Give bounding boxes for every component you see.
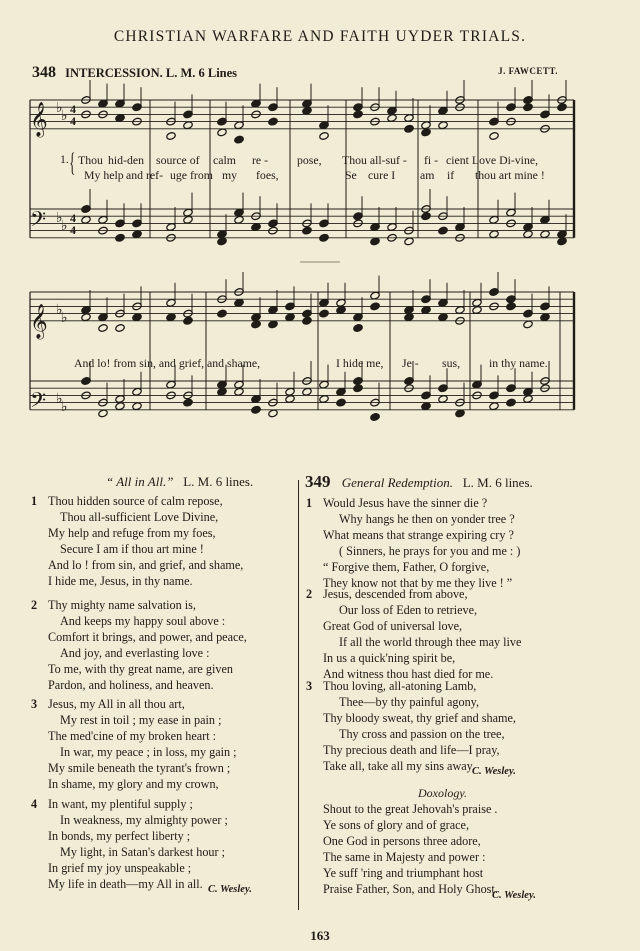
notehead <box>472 306 482 315</box>
stanza-line: Take all, take all my sins away. <box>323 758 476 773</box>
doxology-author: C. Wesley. <box>492 890 536 901</box>
notehead <box>557 103 567 112</box>
notehead <box>217 128 227 137</box>
lyric-syllable: thou art mine ! <box>475 168 545 182</box>
stanza-line: To me, with thy great name, are given <box>48 661 233 676</box>
time-sig-bottom: 4 <box>70 114 76 128</box>
notehead <box>251 320 261 329</box>
lyric-syllable: and ref- <box>126 168 164 182</box>
stanza-line: In want, my plentiful supply ; <box>48 797 193 811</box>
lyric-syllable: sus, <box>442 356 461 370</box>
notehead <box>166 132 176 141</box>
notehead <box>404 313 414 322</box>
notehead <box>336 306 346 315</box>
notehead <box>234 135 244 144</box>
notehead <box>115 402 125 411</box>
notehead <box>268 409 278 418</box>
notehead <box>438 226 448 235</box>
stanza-number: 2 <box>31 598 38 612</box>
notehead <box>336 398 346 407</box>
notehead <box>234 298 244 307</box>
right-hymn-number: 349 <box>305 472 331 491</box>
notehead <box>438 121 448 130</box>
stanza <box>306 679 516 774</box>
stanza-line: “ Forgive them, Father, O forgive, <box>323 559 490 574</box>
lyric-syllable: pose, <box>297 153 322 167</box>
notehead <box>506 302 516 311</box>
stanza-line: And keeps my happy soul above : <box>60 613 226 628</box>
bass-clef-icon: 𝄢 <box>30 207 47 236</box>
right-hymn-header <box>305 472 533 492</box>
tune-composer: J. FAWCETT. <box>498 66 558 76</box>
notehead <box>251 405 261 414</box>
notehead <box>523 395 533 404</box>
stanza-number: 1 <box>31 494 38 508</box>
lyric-syllable: Thou <box>78 153 103 167</box>
stanza-line: Thy cross and passion on the tree, <box>339 726 505 741</box>
notehead <box>540 230 550 239</box>
stanza-line: Thou all-sufficient Love Divine, <box>60 509 219 524</box>
doxology-line: Praise Father, Son, and Holy Ghost. <box>323 881 498 896</box>
treble-clef-icon: 𝄞 <box>30 102 48 137</box>
notehead <box>523 230 533 239</box>
doxology-line: Ye sons of glory and of grace, <box>323 817 469 832</box>
stanza <box>306 587 522 682</box>
notehead <box>115 324 125 333</box>
stanza-number: 1 <box>306 496 313 510</box>
stanza-line: They know not that by me they live ! ” <box>323 575 513 590</box>
stanza-line: In grief my joy unspeakable ; <box>48 860 192 875</box>
stanza-line: In us a quick'ning spirit be, <box>323 650 456 665</box>
stanza-line: Jesus, my All in all thou art, <box>48 697 185 711</box>
notehead <box>217 387 227 396</box>
notehead <box>183 215 193 224</box>
lyric-syllable: uge from <box>170 168 213 182</box>
time-sig-top: 4 <box>70 102 76 116</box>
stanza-line: And joy, and everlasting love : <box>60 645 210 660</box>
tune-number: 348 <box>32 64 56 81</box>
stanza-line: Thy mighty name salvation is, <box>48 598 196 612</box>
doxology-line: The same in Majesty and power : <box>323 849 486 864</box>
notehead <box>234 215 244 224</box>
lyric-syllable: calm <box>213 153 236 167</box>
lyric-syllable: in thy name. <box>489 356 548 370</box>
lyric-syllable: And lo! from sin, and grief, and shame, <box>74 356 261 370</box>
notehead <box>370 302 380 311</box>
treble-clef-icon: 𝄞 <box>30 304 48 339</box>
notehead <box>489 230 499 239</box>
stanza <box>31 797 228 892</box>
notehead <box>81 215 91 224</box>
stanza-line: I hide me, Jesus, in thy name. <box>48 573 193 588</box>
stanza-line: And lo ! from sin, and grief, and shame, <box>48 557 244 572</box>
stanza-line: In weakness, my almighty power ; <box>60 812 228 827</box>
notehead <box>132 402 142 411</box>
stanza-line: In war, my peace ; in loss, my gain ; <box>60 744 237 759</box>
stanza-number: 4 <box>31 797 38 811</box>
notehead <box>268 320 278 329</box>
stanza-line: Thou loving, all-atoning Lamb, <box>323 679 477 693</box>
column-divider <box>298 480 299 910</box>
flat-icon: ♭ <box>61 310 68 326</box>
stanza-line: Secure I am if thou art mine ! <box>60 541 204 556</box>
tune-name: INTERCESSION. L. M. 6 Lines <box>65 66 238 80</box>
stanza-line: Jesus, descended from above, <box>323 587 468 601</box>
notehead <box>523 103 533 112</box>
notehead <box>319 309 329 318</box>
stanza-line: My smile beneath the tyrant's frown ; <box>48 760 231 775</box>
notehead <box>302 316 312 325</box>
lyric-syllable: re - <box>252 153 269 167</box>
stanza-line: Why hangs he then on yonder tree ? <box>339 511 515 526</box>
notehead <box>523 320 533 329</box>
lyric-syllable: Se <box>345 168 357 182</box>
lyric-syllable: cient Love Di-vine, <box>446 153 539 167</box>
flat-icon: ♭ <box>56 210 63 226</box>
lyric-syllable: I hide me, <box>336 356 384 370</box>
stanza-line: What means that strange expiring cry ? <box>323 527 514 542</box>
right-hymn-title: General Redemption. <box>341 475 453 490</box>
stanza-line: My light, in Satan's darkest hour ; <box>60 844 226 859</box>
notehead <box>353 384 363 393</box>
stanza-line: If all the world through thee may live <box>339 634 522 649</box>
flat-icon: ♭ <box>56 302 63 318</box>
stanza <box>31 598 247 693</box>
notehead <box>81 313 91 322</box>
right-hymn-author: C. Wesley. <box>472 766 516 777</box>
notehead <box>489 402 499 411</box>
notehead <box>234 387 244 396</box>
stanza <box>31 494 244 589</box>
right-hymn-meter: L. M. 6 lines. <box>462 475 533 490</box>
notehead <box>540 313 550 322</box>
notehead <box>319 132 329 141</box>
page-number: 163 <box>310 928 330 943</box>
stanza-number: 2 <box>306 587 313 601</box>
notehead <box>217 309 227 318</box>
notehead <box>455 409 465 418</box>
stanza-number: 3 <box>306 679 313 693</box>
stanza-line: My life in death—my All in all. <box>48 876 203 891</box>
doxology-title: Doxology. <box>418 786 467 800</box>
stanza-line: ( Sinners, he prays for you and me : ) <box>339 543 521 558</box>
flat-icon: ♭ <box>56 100 63 116</box>
flat-icon: ♭ <box>61 218 68 234</box>
notehead <box>387 114 397 123</box>
notehead <box>285 395 295 404</box>
lyric-syllable: hid-den <box>108 153 145 167</box>
lyric-syllable: Thou all-suf - <box>342 153 407 167</box>
bass-clef-icon: 𝄢 <box>30 388 47 417</box>
notehead <box>370 413 380 422</box>
notehead <box>183 316 193 325</box>
lyric-syllable: my <box>222 168 238 182</box>
notehead <box>319 395 329 404</box>
lyric-syllable: am <box>420 168 435 182</box>
stanza <box>31 697 237 792</box>
notehead <box>353 324 363 333</box>
time-sig-top: 4 <box>70 211 76 225</box>
stanza-line: Comfort it brings, and power, and peace, <box>48 629 247 644</box>
stanza-number: 3 <box>31 697 38 711</box>
doxology-line: Ye suff 'ring and triumphant host <box>323 865 484 880</box>
music-score <box>0 0 640 440</box>
notehead <box>183 398 193 407</box>
notehead <box>98 324 108 333</box>
notehead <box>132 313 142 322</box>
notehead <box>421 402 431 411</box>
stanza-line: Pardon, and holiness, and heaven. <box>48 677 214 692</box>
notehead <box>302 106 312 115</box>
stanza-line: In bonds, my perfect liberty ; <box>48 828 191 843</box>
stanza-line: My rest in toil ; my ease in pain ; <box>60 712 222 727</box>
notehead <box>404 124 414 133</box>
notehead <box>115 233 125 242</box>
lyric-syllable: fi - <box>424 153 439 167</box>
notehead <box>489 132 499 141</box>
stanza-line: Great God of universal love, <box>323 618 463 633</box>
stanza-line: My help and refuge from my foes, <box>48 525 216 540</box>
left-hymn-author: C. Wesley. <box>208 884 252 895</box>
lyric-syllable: source of <box>156 153 200 167</box>
lyric-syllable: My help <box>84 168 124 182</box>
stanza <box>306 496 521 591</box>
clefs <box>30 100 68 417</box>
stanza-line: Thou hidden source of calm repose, <box>48 494 223 508</box>
time-sig-bottom: 4 <box>70 223 76 237</box>
notehead <box>319 233 329 242</box>
lyric-syllable: Je - <box>402 356 419 370</box>
notehead <box>506 398 516 407</box>
flat-icon: ♭ <box>56 391 63 407</box>
stanza-line: Thy bloody sweat, thy grief and shame, <box>323 710 516 725</box>
notehead <box>217 237 227 246</box>
notehead <box>421 306 431 315</box>
stanza-line: Thee—by thy painful agony, <box>339 694 480 709</box>
notehead <box>404 237 414 246</box>
notehead <box>421 212 431 221</box>
notehead <box>438 313 448 322</box>
stanza-line: Thy precious death and life—I pray, <box>323 742 500 757</box>
doxology-line: Shout to the great Jehovah's praise . <box>323 802 498 816</box>
notehead <box>353 110 363 119</box>
left-hymn-meter: L. M. 6 lines. <box>183 474 254 489</box>
page-header: CHRISTIAN WARFARE AND FAITH UYDER TRIALS. <box>113 28 527 45</box>
notehead <box>370 237 380 246</box>
notehead <box>251 223 261 232</box>
stanza-line: Would Jesus have the sinner die ? <box>323 496 488 510</box>
notehead <box>421 128 431 137</box>
lyric-syllable: cure I <box>368 168 396 182</box>
notehead <box>285 313 295 322</box>
notehead <box>302 226 312 235</box>
stanza-line: In shame, my glory and my crown, <box>48 776 219 791</box>
stanza-line: Our loss of Eden to retrieve, <box>339 602 478 617</box>
notehead <box>132 230 142 239</box>
stanza-line: And witness thou hast died for me. <box>323 666 494 681</box>
flat-icon: ♭ <box>61 399 68 415</box>
lyric-syllable: foes, <box>256 168 279 182</box>
notehead <box>268 117 278 126</box>
verse-label: 1. <box>60 152 69 166</box>
doxology <box>323 802 498 897</box>
doxology-line: One God in persons three adore, <box>323 833 481 848</box>
left-hymn-title: “ All in All.” <box>106 474 174 489</box>
brace-icon: { <box>69 148 76 177</box>
lyric-syllable: if <box>447 168 455 182</box>
notehead <box>98 409 108 418</box>
notehead <box>115 114 125 123</box>
notehead <box>557 237 567 246</box>
notehead <box>183 121 193 130</box>
flat-icon: ♭ <box>61 108 68 124</box>
left-hymn-header <box>106 474 253 490</box>
notehead <box>438 395 448 404</box>
notehead <box>166 313 176 322</box>
stanza-line: The med'cine of my broken heart : <box>48 728 217 743</box>
notehead <box>302 387 312 396</box>
